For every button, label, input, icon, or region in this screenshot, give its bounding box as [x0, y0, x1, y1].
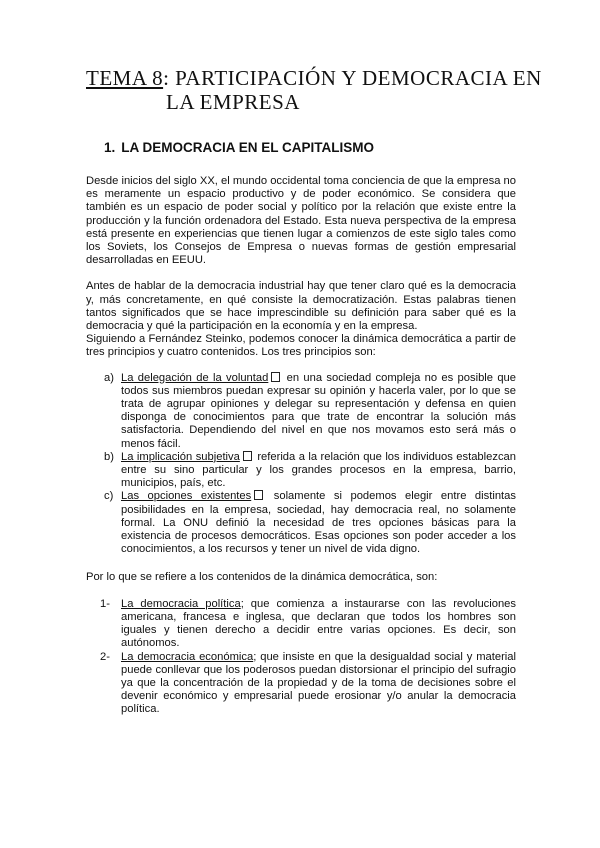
section-number: 1. — [104, 140, 116, 155]
principles-list — [86, 372, 516, 557]
section-heading — [104, 140, 516, 155]
paragraph-3: Siguiendo a Fernández Steinko, podemos conocer la dinámica democrática a partir de tres principios y cuatro contenidos. Los tres principios son: — [86, 333, 516, 359]
document-page — [86, 66, 542, 717]
list-term: La democracia política — [121, 597, 241, 610]
list-item — [86, 451, 516, 491]
paragraph-4: Por lo que se refiere a los contenidos de la dinámica democrática, son: — [86, 571, 438, 584]
paragraph-1: Desde inicios del siglo XX, el mundo occidental toma conciencia de que la empresa no es meramente un espacio productivo y de poder económico. Se considera que también es un espacio de poder social y político por la relación que existe entre la producción y la función ordenadora del Estado. Esta nueva perspectiva de la empresa está presente en experiencias que tienen lugar a comienzos de este siglo tales como los Soviets, los Consejos de Empresa o nuevas formas de gestión empresarial desarrolladas en EEUU. — [86, 175, 516, 267]
list-marker: 1- — [100, 597, 110, 610]
list-term: La delegación de la voluntad — [121, 371, 269, 384]
list-marker: b) — [104, 450, 114, 463]
list-term: Las opciones existentes — [121, 490, 252, 503]
chapter-title — [86, 66, 542, 114]
title-line-2: LA EMPRESA — [166, 90, 300, 114]
list-item — [86, 372, 516, 451]
contents-list — [86, 598, 516, 717]
list-text: ; que comienza a instaurarse con las revoluciones americana, francesa e inglesa, que declaran que todos los hombres son iguales y tienen derecho a decidir entre varias opciones. Es decir, son autónomos. — [121, 597, 517, 650]
title-line-1 — [86, 66, 542, 90]
list-marker: a) — [104, 371, 114, 384]
list-marker: 2- — [100, 650, 110, 663]
section-title: LA DEMOCRACIA EN EL CAPITALISMO — [121, 140, 375, 155]
list-term: La democracia económica — [121, 650, 254, 663]
list-text: ; que insiste en que la desigualdad social y material puede conllevar que los poderosos puedan distorsionar el principio del sufragio ya que la concentración de la propiedad y de la toma de decisiones sobre el devenir económico y empresarial puede erosionar y/o anular la democracia política. — [121, 650, 517, 716]
list-text: referida a la relación que los individuos establezcan entre su sino particular y los grandes procesos en la empresa, barrio, municipios, país, etc. — [121, 450, 516, 490]
list-term: La implicación subjetiva — [121, 450, 240, 463]
list-item — [86, 651, 516, 717]
missing-glyph-icon — [243, 451, 252, 461]
list-marker: c) — [104, 490, 114, 503]
missing-glyph-icon — [254, 490, 263, 500]
list-item — [86, 490, 516, 556]
tema-label: TEMA 8 — [86, 66, 164, 90]
list-text: en una sociedad compleja no es posible que todos sus miembros puedan expresar su opinión y hacerla valer, por lo que se trata de agrupar opiniones y delegar su representación y defensa en quien disponga de conocimientos para que trate de encontrar la solución más satisfactoria. Dependiendo del nivel en que nos movamos esto será más o menos fácil. — [121, 371, 516, 450]
list-text: solamente si podemos elegir entre distintas posibilidades en la empresa, sociedad, hay democracia real, no solamente formal. La ONU definió la necesidad de tres opciones básicas para la existencia de procesos democráticos. Esas opciones son poder acceder a los conocimientos, a los recursos y tener un nivel de vida digno. — [121, 490, 516, 556]
list-item — [86, 598, 516, 651]
title-text-1: : PARTICIPACIÓN Y DEMOCRACIA EN — [163, 66, 542, 90]
missing-glyph-icon — [271, 372, 280, 382]
paragraph-2: Antes de hablar de la democracia industrial hay que tener claro qué es la democracia y, más concretamente, en qué consiste la democratización. Estas palabras tienen tantos significados que se hace imprescindible su definición para saber qué es la democracia y qué la participación en la economía y en la empresa. — [86, 280, 516, 333]
